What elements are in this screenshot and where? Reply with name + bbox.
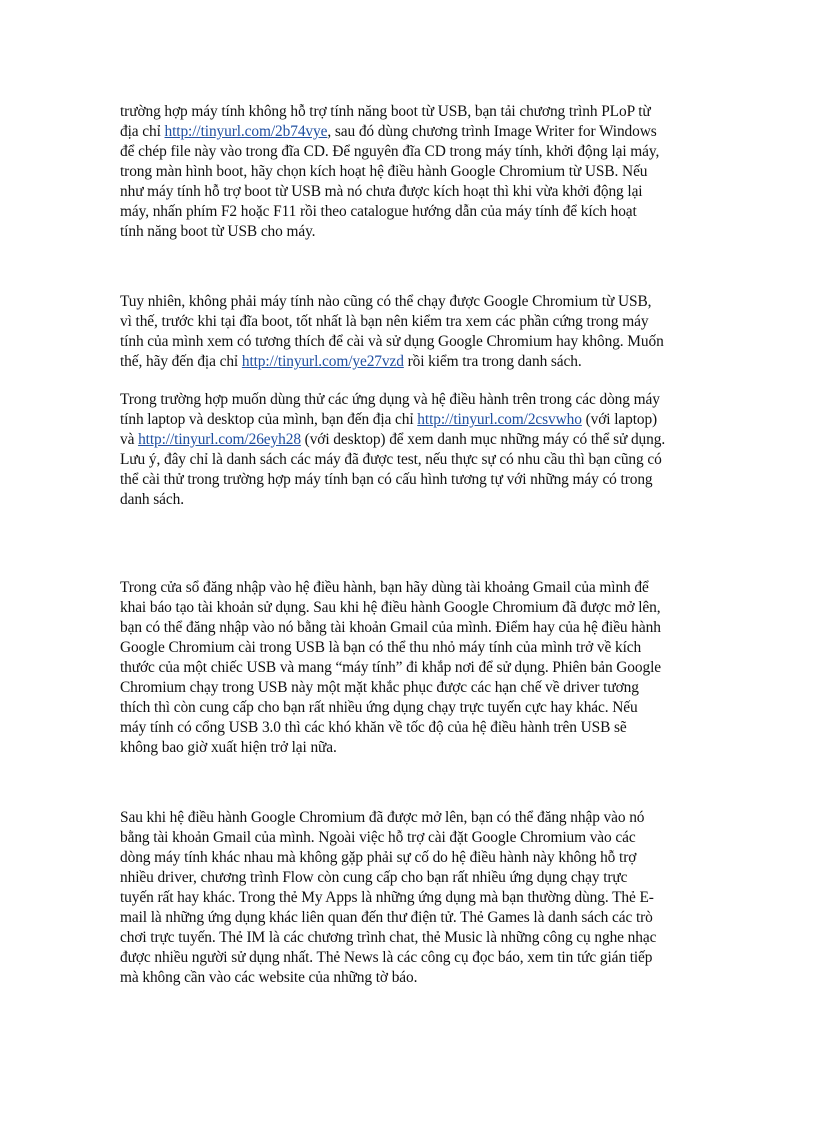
text-line — [120, 658, 700, 678]
text-line — [120, 678, 700, 698]
text-line — [120, 450, 700, 470]
text-line — [120, 102, 700, 122]
text-segment: , sau đó dùng chương trình Image Writer for Windows — [327, 123, 657, 140]
text-segment: thể cài thử trong trường hợp máy tính bạn có cấu hình tương tự với những máy có trong — [120, 471, 653, 488]
text-line — [120, 908, 700, 928]
text-segment: danh sách. — [120, 491, 184, 508]
text-segment: Chromium chạy trong USB này một mặt khắc phục được các hạn chế về driver tương — [120, 679, 639, 696]
text-line — [120, 618, 700, 638]
text-segment: bạn có thể đăng nhập vào nó bằng tài khoản Gmail của mình. Điểm hay của hệ điều hành — [120, 619, 661, 636]
text-segment: máy, nhấn phím F2 hoặc F11 rồi theo catalogue hướng dẫn của máy tính để kích hoạt — [120, 203, 637, 220]
text-line — [120, 848, 700, 868]
text-line — [120, 122, 700, 142]
text-line — [120, 490, 700, 510]
text-line — [120, 638, 700, 658]
text-segment: mà không cần vào các website của những tờ báo. — [120, 969, 418, 986]
text-line — [120, 888, 700, 908]
paragraph-tested-machines — [120, 390, 700, 510]
text-segment: nhiều driver, chương trình Flow còn cung cấp cho bạn rất nhiều ứng dụng chạy trực — [120, 869, 628, 886]
text-line — [120, 182, 700, 202]
url-link[interactable]: http://tinyurl.com/2b74vye — [164, 123, 328, 140]
text-segment: tuyến rất hay khác. Trong thẻ My Apps là những ứng dụng mà bạn thường dùng. Thẻ E- — [120, 889, 654, 906]
text-segment: tính của mình xem có tương thích để cài và sử dụng Google Chromium hay không. Muốn — [120, 333, 664, 350]
text-segment: địa chỉ — [120, 123, 165, 140]
text-segment: Tuy nhiên, không phải máy tính nào cũng có thể chạy được Google Chromium từ USB, — [120, 293, 652, 310]
text-line — [120, 222, 700, 242]
text-segment: thước của một chiếc USB và mang “máy tính” đi khắp nơi để sử dụng. Phiên bản Google — [120, 659, 661, 676]
text-segment: không bao giờ xuất hiện trở lại nữa. — [120, 739, 337, 756]
text-segment: rồi kiểm tra trong danh sách. — [403, 353, 582, 370]
text-segment: vì thế, trước khi tại đĩa boot, tốt nhất là bạn nên kiểm tra xem các phần cứng trong máy — [120, 313, 649, 330]
text-segment: trong màn hình boot, hãy chọn kích hoạt hệ điều hành Google Chromium từ USB. Nếu — [120, 163, 648, 180]
url-link[interactable]: http://tinyurl.com/26eyh28 — [138, 431, 301, 448]
paragraph-plop-boot — [120, 102, 700, 242]
text-line — [120, 968, 700, 988]
text-line — [120, 142, 700, 162]
text-line — [120, 202, 700, 222]
text-segment: khai báo tạo tài khoản sử dụng. Sau khi hệ điều hành Google Chromium đã được mở lên, — [120, 599, 661, 616]
text-segment: (với desktop) để xem danh mục những máy có thể sử dụng. — [300, 431, 666, 448]
text-segment: mail là những ứng dụng khác liên quan đến thư điện tử. Thẻ Games là danh sách các trò — [120, 909, 653, 926]
text-segment: tính laptop và desktop của mình, bạn đến địa chỉ — [120, 411, 418, 428]
text-segment: Sau khi hệ điều hành Google Chromium đã được mở lên, bạn có thể đăng nhập vào nó — [120, 809, 645, 826]
text-line — [120, 162, 700, 182]
text-line — [120, 828, 700, 848]
text-segment: để chép file này vào trong đĩa CD. Để nguyên đĩa CD trong máy tính, khởi động lại máy, — [120, 143, 660, 160]
text-line — [120, 928, 700, 948]
text-line — [120, 808, 700, 828]
text-segment: được nhiều người sử dụng nhất. Thẻ News là các công cụ đọc báo, xem tin tức gián tiếp — [120, 949, 653, 966]
text-segment: (với laptop) — [581, 411, 658, 428]
text-segment: như máy tính hỗ trợ boot từ USB mà nó chưa được kích hoạt thì khi vừa khởi động lại — [120, 183, 643, 200]
text-segment: Trong cửa sổ đăng nhập vào hệ điều hành, bạn hãy dùng tài khoảng Gmail của mình để — [120, 579, 649, 596]
paragraph-login-gmail — [120, 578, 700, 758]
text-segment: trường hợp máy tính không hỗ trợ tính năng boot từ USB, bạn tải chương trình PLoP từ — [120, 103, 651, 120]
text-line — [120, 292, 700, 312]
text-line — [120, 470, 700, 490]
text-line — [120, 352, 700, 372]
text-line — [120, 868, 700, 888]
paragraph-hardware-check — [120, 292, 700, 372]
text-segment: thích thì còn cung cấp cho bạn rất nhiều ứng dụng chạy trực tuyến cực hay khác. Nếu — [120, 699, 638, 716]
text-segment: Google Chromium cài trong USB là bạn có thể thu nhỏ máy tính của mình trở về kích — [120, 639, 642, 656]
text-segment: tính năng boot từ USB cho máy. — [120, 223, 316, 240]
text-segment: Lưu ý, đây chỉ là danh sách các máy đã được test, nếu thực sự có nhu cầu thì bạn cũng có — [120, 451, 662, 468]
text-segment: chơi trực tuyến. Thẻ IM là các chương trình chat, thẻ Music là những công cụ nghe nhạc — [120, 929, 657, 946]
text-line — [120, 390, 700, 410]
text-line — [120, 948, 700, 968]
text-line — [120, 430, 700, 450]
text-line — [120, 332, 700, 352]
text-line — [120, 410, 700, 430]
url-link[interactable]: http://tinyurl.com/ye27vzd — [241, 353, 404, 370]
text-line — [120, 698, 700, 718]
text-line — [120, 578, 700, 598]
url-link[interactable]: http://tinyurl.com/2csvwho — [417, 411, 582, 428]
text-segment: và — [120, 431, 139, 448]
text-segment: máy tính có cổng USB 3.0 thì các khó khăn về tốc độ của hệ điều hành trên USB sẽ — [120, 719, 627, 736]
text-line — [120, 312, 700, 332]
text-segment: bằng tài khoản Gmail của mình. Ngoài việc hỗ trợ cài đặt Google Chromium vào các — [120, 829, 636, 846]
text-line — [120, 598, 700, 618]
text-segment: dòng máy tính khác nhau mà không gặp phải sự cố do hệ điều hành này không hỗ trợ — [120, 849, 637, 866]
text-segment: thế, hãy đến địa chỉ — [120, 353, 242, 370]
text-line — [120, 718, 700, 738]
text-segment: Trong trường hợp muốn dùng thử các ứng dụng và hệ điều hành trên trong các dòng máy — [120, 391, 660, 408]
text-line — [120, 738, 700, 758]
paragraph-flow-apps — [120, 808, 700, 988]
